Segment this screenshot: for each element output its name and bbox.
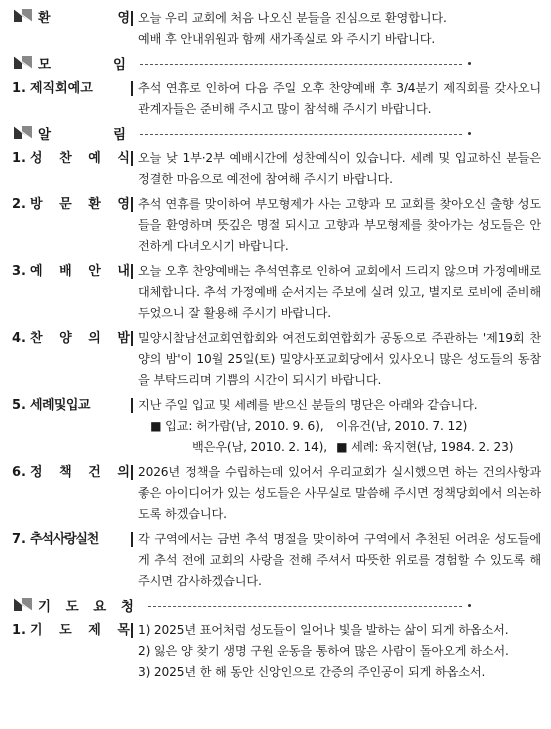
list-item (12, 395, 541, 458)
item-label (30, 148, 130, 169)
item-label (30, 462, 130, 483)
dashed-rule (148, 606, 462, 607)
divider-bar (131, 623, 133, 638)
label-glyph: 임 (112, 57, 126, 73)
welcome-section (12, 8, 541, 50)
label-glyph: 내 (117, 264, 130, 279)
divider-bar (131, 532, 133, 547)
label-glyph: 도 (59, 623, 72, 638)
section-marker-icon (12, 597, 38, 613)
label-glyph: 알 (38, 127, 52, 143)
label-glyph: 영 (117, 197, 130, 212)
label-glyph: 요 (93, 599, 107, 615)
item-text: 추석 연휴를 맞이하여 부모형제가 사는 고향과 모 교회를 찾아오신 출향 성도들을 환영하며 뜻깊은 명절 되시고 고향과 부모형제를 찾아가는 성도들은 안전하게 다녀오시기 바랍니다. (138, 197, 541, 253)
prayer-line: 2) 잃은 양 찾기 생명 구원 운동을 통하여 많은 사람이 돌아오게 하소서. (138, 644, 509, 658)
prayer-line: 3) 2025년 한 해 동안 신앙인으로 간증의 주인공이 되게 하옵소서. (138, 665, 486, 679)
welcome-title (38, 8, 130, 29)
label-glyph: 도 (65, 599, 79, 615)
divider-bar (131, 197, 133, 212)
label-glyph: 환 (38, 11, 51, 26)
list-item (12, 148, 541, 190)
divider-bar (131, 151, 133, 166)
divider-bar (131, 81, 133, 96)
item-label: 세례및입교 (30, 398, 90, 413)
divider-bar (131, 331, 133, 346)
list-item (12, 78, 541, 120)
prayer-line: 1) 2025년 표어처럼 성도들이 일어나 빛을 발하는 삶이 되게 하옵소서. (138, 623, 509, 637)
list-entry: ■ 세례: 육지현(남, 1984. 2. 23) (336, 440, 514, 454)
list-entry: ■ 입교: 허가람(남, 2010. 9. 6), (150, 419, 324, 433)
baptism-list-row (138, 416, 541, 437)
item-text: 오늘 오후 찬양예배는 추석연휴로 인하여 교회에서 드리지 않으며 가정예배로 대체합니다. 추석 가정예배 순서지는 주보에 실려 있고, 별지로 로비에 준비해 두었으니 잘 활용해 주시기 바랍니다. (138, 264, 541, 320)
label-glyph: 기 (30, 623, 43, 638)
label-glyph: 림 (112, 127, 126, 143)
rule-end-dot (468, 132, 471, 135)
item-text (138, 620, 541, 683)
list-item (12, 529, 541, 592)
dashed-rule (140, 64, 462, 65)
label-glyph: 청 (120, 599, 134, 615)
label-glyph: 방 (30, 197, 43, 212)
label-glyph: 제 (88, 623, 101, 638)
item-text: 지난 주일 입교 및 세례를 받으신 분들의 명단은 아래와 같습니다. ■ 입교: 허가람(남, 2010. 9. 6), 이유건(남, 2010. 7. 12) 백은우(남, 2010. 2. 14), ■ 세례: 육지현(남, 1984. 2. 23) (138, 395, 541, 458)
bullet-icon: ■ (336, 440, 348, 454)
label-glyph: 모 (38, 57, 52, 73)
divider-bar (131, 11, 133, 26)
notices-title (38, 123, 126, 143)
label-glyph: 건 (88, 465, 101, 480)
item-label (30, 620, 130, 641)
item-number: 1. (12, 151, 26, 166)
meetings-title (38, 53, 126, 73)
item-number: 2. (12, 197, 26, 212)
item-text: 각 구역에서는 금번 추석 명절을 맞이하여 구역에서 추천된 어려운 성도들에게 추석 전에 교회의 사랑을 전해 주셔서 따뜻한 위로를 경험할 수 있도록 해 주시면 감사하겠습니다. (138, 532, 541, 588)
item-number: 1. (12, 81, 26, 96)
welcome-text: 오늘 우리 교회에 처음 나오신 분들을 진심으로 환영합니다. 예배 후 안내위원과 함께 새가족실로 와 주시기 바랍니다. (138, 11, 447, 46)
item-number: 3. (12, 264, 26, 279)
item-number: 1. (12, 623, 26, 638)
label-glyph: 배 (59, 264, 72, 279)
label-glyph: 찬 (59, 151, 72, 166)
section-marker-icon (12, 125, 38, 141)
label-glyph: 성 (30, 151, 43, 166)
item-number: 4. (12, 331, 26, 346)
baptism-list-row (138, 437, 541, 458)
rule-end-dot (468, 604, 471, 607)
label-glyph: 찬 (30, 331, 43, 346)
label-glyph: 밤 (117, 331, 130, 346)
label-glyph: 목 (117, 623, 130, 638)
label-glyph: 의 (117, 465, 130, 480)
bullet-icon: ■ (150, 419, 162, 433)
label-glyph: 안 (88, 264, 101, 279)
list-item (12, 620, 541, 683)
item-label (30, 328, 130, 349)
notices-header (12, 122, 541, 144)
meetings-header (12, 52, 541, 74)
section-marker-icon (12, 55, 38, 71)
label-glyph: 식 (117, 151, 130, 166)
label-glyph: 기 (38, 599, 52, 615)
label-glyph: 예 (88, 151, 101, 166)
prayer-header (12, 594, 541, 616)
divider-bar (131, 398, 133, 413)
label-glyph: 책 (59, 465, 72, 480)
label-glyph: 양 (59, 331, 72, 346)
item-number: 6. (12, 465, 26, 480)
dashed-rule (140, 134, 462, 135)
prayer-title (38, 595, 134, 615)
item-text: 2026년 정책을 수립하는데 있어서 우리교회가 실시했으면 하는 건의사항과 좋은 아이디어가 있는 성도들은 사무실로 말씀해 주시면 정책당회에서 의논하도록 하겠습니다. (138, 465, 541, 521)
item-text: 추석 연휴로 인하여 다음 주일 오후 찬양예배 후 3/4분기 제직회를 갖사오니 관계자들은 준비해 주시고 많이 참석해 주시기 바랍니다. (138, 81, 541, 116)
list-item (12, 328, 541, 391)
list-item (12, 194, 541, 257)
item-number: 5. (12, 398, 26, 413)
item-text: 오늘 낮 1부·2부 예배시간에 성찬예식이 있습니다. 세례 및 입교하신 분들은 정결한 마음으로 예전에 참여해 주시기 바랍니다. (138, 151, 541, 186)
list-item (12, 462, 541, 525)
divider-bar (131, 264, 133, 279)
item-label: 추석사랑실천 (30, 532, 99, 547)
item-label (30, 261, 130, 282)
section-marker-icon (12, 8, 38, 24)
label-glyph: 정 (30, 465, 43, 480)
item-text: 밀양시찰남선교회연합회와 여전도회연합회가 공동으로 주관하는 '제19회 찬양의 밤'이 10월 25일(토) 밀양사포교회당에서 있사오니 많은 성도들의 동참을 부탁드리며 기쁨의 시간이 되시기 바랍니다. (138, 331, 541, 387)
rule-end-dot (468, 62, 471, 65)
list-entry: 백은우(남, 2010. 2. 14), (192, 440, 327, 454)
label-glyph: 의 (88, 331, 101, 346)
divider-bar (131, 465, 133, 480)
label-glyph: 문 (59, 197, 72, 212)
label-glyph: 예 (30, 264, 43, 279)
label-glyph: 환 (88, 197, 101, 212)
item-label: 제직회예고 (30, 81, 93, 96)
list-entry: 이유건(남, 2010. 7. 12) (336, 419, 468, 433)
item-number: 7. (12, 532, 26, 547)
label-glyph: 영 (117, 11, 130, 26)
item-label (30, 194, 130, 215)
list-item (12, 261, 541, 324)
